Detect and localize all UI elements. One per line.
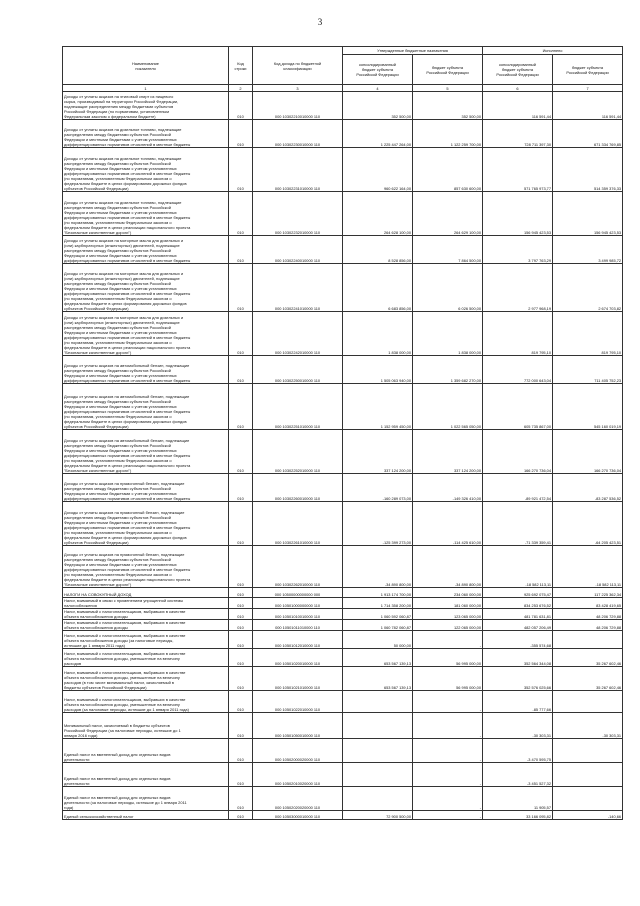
row-executed-consolidated: 728 711 397,30 bbox=[483, 120, 553, 148]
page-number: 3 bbox=[317, 17, 323, 27]
row-income-code: 000 10302260010000 110 bbox=[253, 474, 343, 502]
row-executed-consolidated: 352 564 344,08 bbox=[483, 649, 553, 667]
row-approved-subject: - bbox=[413, 811, 483, 820]
row-income-code: 000 10500000000000 000 bbox=[253, 588, 343, 598]
row-income-code: 000 10302250010000 110 bbox=[253, 356, 343, 384]
row-income-code: 000 10302232010000 110 bbox=[253, 192, 343, 236]
row-line-code: 010 bbox=[229, 120, 253, 148]
row-approved-consolidated: 1 152 959 450,00 bbox=[343, 384, 413, 430]
row-line-code: 010 bbox=[229, 713, 253, 739]
row-income-code: 000 10501012010000 110 bbox=[253, 631, 343, 649]
row-income-code: 000 10502020020000 110 bbox=[253, 787, 343, 811]
row-income-code: 000 10302230010000 110 bbox=[253, 120, 343, 148]
row-income-code: 000 10302261010000 110 bbox=[253, 502, 343, 546]
row-approved-subject: -149 326 410,00 bbox=[413, 474, 483, 502]
column-number: 6 bbox=[483, 85, 553, 92]
table-row bbox=[63, 356, 623, 384]
row-income-code: 000 10302241010000 110 bbox=[253, 264, 343, 312]
row-approved-subject: 264 629 100,00 bbox=[413, 192, 483, 236]
row-executed-consolidated: -89 921 472,54 bbox=[483, 474, 553, 502]
row-executed-consolidated: -355 574,68 bbox=[483, 631, 553, 649]
table-row bbox=[63, 588, 623, 598]
row-line-code: 010 bbox=[229, 620, 253, 631]
row-executed-consolidated: 33 166 095,82 bbox=[483, 811, 553, 820]
row-indicator-name: Единый налог на вмененный доход для отдельных видов деятельности (за налоговые периоды, истекшие до 1 января 2011 года) bbox=[63, 787, 229, 811]
header-income-code: Код дохода по бюджетной классификации bbox=[253, 47, 343, 85]
row-approved-consolidated: -34 890 800,00 bbox=[343, 546, 413, 588]
row-executed-subject: 514 359 376,33 bbox=[553, 148, 623, 192]
header-line-code: Код строки bbox=[229, 47, 253, 85]
row-approved-consolidated: 8 528 856,00 bbox=[343, 236, 413, 264]
row-approved-consolidated: -125 399 273,00 bbox=[343, 502, 413, 546]
row-line-code: 010 bbox=[229, 691, 253, 713]
row-line-code: 010 bbox=[229, 148, 253, 192]
row-executed-subject: 48 206 729,88 bbox=[553, 620, 623, 631]
row-indicator-name: Доходы от уплаты акцизов на автомобильный бензин, подлежащие распределению между бюджетами субъектов Российской Федерации и местными бюджетами с учетом установленных дифференцированных нормативов отчислений в местные бюджеты bbox=[63, 356, 229, 384]
table-row bbox=[63, 546, 623, 588]
row-indicator-name: Доходы от уплаты акцизов на прямогонный бензин, подлежащие распределению между бюджетами субъектов Российской Федерации и местными бюджетами с учетом установленных дифференцированных нормативов отчислений в местные бюджеты (по нормативам, установленным Федеральным законом о федеральном бюджете в целях реализации национального проекта "Безопасные качественные дороги") bbox=[63, 546, 229, 588]
row-approved-consolidated bbox=[343, 787, 413, 811]
row-line-code: 010 bbox=[229, 264, 253, 312]
row-executed-subject: 545 160 019,19 bbox=[553, 384, 623, 430]
table-row bbox=[63, 120, 623, 148]
row-indicator-name: Доходы от уплаты акцизов на дизельное топливо, подлежащие распределению между бюджетами субъектов Российской Федерации и местными бюджетами с учетом установленных дифференцированных нормативов отчислений в местные бюджеты (по нормативам, установленным Федеральным законом о федеральном бюджете в целях формирования дорожных фондов субъектов Российской Федерации) bbox=[63, 148, 229, 192]
row-approved-consolidated: 352 500,00 bbox=[343, 92, 413, 120]
row-indicator-name: Доходы от уплаты акцизов на автомобильный бензин, подлежащие распределению между бюджетами субъектов Российской Федерации и местными бюджетами с учетом установленных дифференцированных нормативов отчислений в местные бюджеты (по нормативам, установленным Федеральным законом о федеральном бюджете в целях формирования дорожных фондов субъектов Российской Федерации) bbox=[63, 384, 229, 430]
row-executed-consolidated: 482 057 206,49 bbox=[483, 620, 553, 631]
row-line-code: 010 bbox=[229, 609, 253, 620]
table-row bbox=[63, 691, 623, 713]
row-executed-subject bbox=[553, 763, 623, 787]
row-indicator-name: Налог, взимаемый с налогоплательщиков, выбравших в качестве объекта налогообложения доходы, уменьшенные на величину расходов bbox=[63, 649, 229, 667]
row-approved-subject: 7 864 500,00 bbox=[413, 236, 483, 264]
row-indicator-name: Налог, взимаемый с налогоплательщиков, выбравших в качестве объекта налогообложения доходы (за налоговые периоды, истекшие до 1 января 2011 года) bbox=[63, 631, 229, 649]
row-income-code: 000 10502010020000 110 bbox=[253, 763, 343, 787]
header-approved-subject: бюджет субъекта Российской Федерации bbox=[413, 55, 483, 85]
row-income-code: 000 10501010010000 110 bbox=[253, 609, 343, 620]
row-approved-consolidated: 1 225 447 264,00 bbox=[343, 120, 413, 148]
row-approved-subject: 337 124 200,00 bbox=[413, 430, 483, 474]
row-approved-consolidated: 1 505 063 940,00 bbox=[343, 356, 413, 384]
row-executed-subject: 166 270 736,04 bbox=[553, 430, 623, 474]
row-approved-consolidated: 1 714 358 200,00 bbox=[343, 598, 413, 609]
row-indicator-name: Доходы от уплаты акцизов на прямогонный бензин, подлежащие распределению между бюджетами субъектов Российской Федерации и местными бюджетами с учетом установленных дифференцированных нормативов отчислений в местные бюджеты (по нормативам, установленным Федеральным законом о федеральном бюджете в целях формирования дорожных фондов субъектов Российской Федерации) bbox=[63, 502, 229, 546]
row-executed-consolidated: 352 576 025,66 bbox=[483, 667, 553, 691]
row-indicator-name: Налог, взимаемый с налогоплательщиков, выбравших в качестве объекта налогообложения доходы bbox=[63, 620, 229, 631]
row-income-code: 000 10302240010000 110 bbox=[253, 236, 343, 264]
row-line-code: 010 bbox=[229, 312, 253, 356]
row-executed-subject: 3 499 985,72 bbox=[553, 236, 623, 264]
row-indicator-name: Налог, взимаемый с налогоплательщиков, выбравших в качестве объекта налогообложения доходы, уменьшенные на величину расходов (в том числе минимальный налог, зачисляемый в бюджеты субъектов Российской Федерации) bbox=[63, 667, 229, 691]
row-executed-subject: -18 582 113,11 bbox=[553, 546, 623, 588]
row-executed-subject: 711 405 752,23 bbox=[553, 356, 623, 384]
table-row bbox=[63, 787, 623, 811]
table-row bbox=[63, 148, 623, 192]
row-income-code: 000 10501000000000 110 bbox=[253, 598, 343, 609]
row-approved-subject: 122 065 000,00 bbox=[413, 620, 483, 631]
row-approved-subject: -34 890 800,00 bbox=[413, 546, 483, 588]
row-approved-consolidated: 1 060 782 060,87 bbox=[343, 620, 413, 631]
column-number: 4 bbox=[343, 85, 413, 92]
table-row bbox=[63, 739, 623, 763]
column-number-row bbox=[63, 85, 623, 92]
row-line-code: 010 bbox=[229, 192, 253, 236]
row-line-code: 010 bbox=[229, 546, 253, 588]
row-executed-consolidated: 481 781 631,81 bbox=[483, 609, 553, 620]
row-income-code: 000 10501011010000 110 bbox=[253, 620, 343, 631]
row-indicator-name: Доходы от уплаты акцизов на автомобильный бензин, подлежащие распределению между бюджетами субъектов Российской Федерации и местными бюджетами с учетом установленных дифференцированных нормативов отчислений в местные бюджеты (по нормативам, установленным Федеральным законом о федеральном бюджете в целях реализации национального проекта "Безопасные качественные дороги") bbox=[63, 430, 229, 474]
row-income-code: 000 10302251010000 110 bbox=[253, 384, 343, 430]
row-executed-subject: 156 945 423,53 bbox=[553, 192, 623, 236]
row-approved-subject: 56 995 000,00 bbox=[413, 667, 483, 691]
column-number: 1 bbox=[63, 85, 229, 92]
row-approved-consolidated: 264 628 100,00 bbox=[343, 192, 413, 236]
row-approved-consolidated: 653 567 139,13 bbox=[343, 667, 413, 691]
row-approved-subject: - bbox=[413, 691, 483, 713]
row-executed-consolidated: 819 795,10 bbox=[483, 312, 553, 356]
row-indicator-name: Доходы от уплаты акцизов на моторные масла для дизельных и (или) карбюраторных (инжекторных) двигателей, подлежащие распределению между бюджетами субъектов Российской Федерации и местными бюджетами с учетом установленных дифференцированных нормативов отчислений в местные бюджеты bbox=[63, 236, 229, 264]
row-executed-consolidated: 925 692 075,47 bbox=[483, 588, 553, 598]
row-approved-consolidated bbox=[343, 739, 413, 763]
row-indicator-name: Доходы от уплаты акцизов на моторные масла для дизельных и (или) карбюраторных (инжекторных) двигателей, подлежащие распределению между бюджетами субъектов Российской Федерации и местными бюджетами с учетом установленных дифференцированных нормативов отчислений в местные бюджеты (по нормативам, установленным Федеральным законом о федеральном бюджете в целях реализации национального проекта "Безопасные качественные дороги") bbox=[63, 312, 229, 356]
header-approved-consolidated: консолидированный бюджет субъекта Российской Федерации bbox=[343, 55, 413, 85]
row-approved-subject: 1 838 000,00 bbox=[413, 312, 483, 356]
table-row bbox=[63, 474, 623, 502]
row-approved-subject: 857 630 600,00 bbox=[413, 148, 483, 192]
row-executed-subject: 116 591,44 bbox=[553, 92, 623, 120]
header-executed-group: Исполнено bbox=[483, 47, 623, 55]
row-approved-consolidated: 653 567 139,13 bbox=[343, 649, 413, 667]
row-executed-subject: -140,66 bbox=[553, 811, 623, 820]
table-row bbox=[63, 598, 623, 609]
row-income-code: 000 10501021010000 110 bbox=[253, 667, 343, 691]
row-income-code: 000 10501022010000 110 bbox=[253, 691, 343, 713]
row-approved-subject: 123 065 000,00 bbox=[413, 609, 483, 620]
table-row bbox=[63, 264, 623, 312]
row-approved-consolidated: 960 622 164,00 bbox=[343, 148, 413, 192]
row-executed-subject: -30 303,31 bbox=[553, 713, 623, 739]
row-indicator-name: Минимальный налог, зачисляемый в бюджеты субъектов Российской Федерации (за налоговые периоды, истекшие до 1 января 2016 года) bbox=[63, 713, 229, 739]
row-executed-subject bbox=[553, 739, 623, 763]
table-row bbox=[63, 384, 623, 430]
column-number: 5 bbox=[413, 85, 483, 92]
row-income-code: 000 10302231010000 110 bbox=[253, 148, 343, 192]
row-executed-subject bbox=[553, 691, 623, 713]
row-approved-consolidated: -160 289 073,00 bbox=[343, 474, 413, 502]
table-row bbox=[63, 811, 623, 820]
row-line-code: 010 bbox=[229, 811, 253, 820]
row-approved-subject: - bbox=[413, 763, 483, 787]
row-line-code: 010 bbox=[229, 739, 253, 763]
row-executed-consolidated: 834 253 676,52 bbox=[483, 598, 553, 609]
row-line-code: 010 bbox=[229, 787, 253, 811]
table-row bbox=[63, 430, 623, 474]
row-approved-subject: 6 026 500,00 bbox=[413, 264, 483, 312]
row-executed-consolidated: -3 451 527,32 bbox=[483, 763, 553, 787]
table-row bbox=[63, 236, 623, 264]
column-number: 7 bbox=[553, 85, 623, 92]
row-approved-consolidated bbox=[343, 763, 413, 787]
header-executed-subject: бюджет субъекта Российской Федерации bbox=[553, 55, 623, 85]
row-executed-consolidated: 3 797 763,29 bbox=[483, 236, 553, 264]
row-executed-consolidated: -71 339 359,41 bbox=[483, 502, 553, 546]
row-approved-subject: - bbox=[413, 713, 483, 739]
table-body bbox=[63, 92, 623, 820]
row-executed-subject bbox=[553, 787, 623, 811]
row-income-code: 000 10302210010000 110 bbox=[253, 92, 343, 120]
row-line-code: 010 bbox=[229, 649, 253, 667]
row-approved-subject: -114 425 610,00 bbox=[413, 502, 483, 546]
table-row bbox=[63, 192, 623, 236]
row-line-code: 010 bbox=[229, 474, 253, 502]
row-executed-consolidated: -30 303,31 bbox=[483, 713, 553, 739]
row-approved-subject: 234 060 000,00 bbox=[413, 588, 483, 598]
row-approved-consolidated bbox=[343, 691, 413, 713]
row-approved-consolidated: 6 683 856,00 bbox=[343, 264, 413, 312]
row-executed-subject bbox=[553, 631, 623, 649]
row-approved-consolidated: 337 124 200,00 bbox=[343, 430, 413, 474]
row-approved-subject: 1 359 682 270,00 bbox=[413, 356, 483, 384]
table-row bbox=[63, 631, 623, 649]
row-line-code: 010 bbox=[229, 430, 253, 474]
row-executed-subject: 35 267 602,46 bbox=[553, 667, 623, 691]
row-approved-subject: - bbox=[413, 739, 483, 763]
row-income-code: 000 10502000020000 110 bbox=[253, 739, 343, 763]
row-indicator-name: Налог, взимаемый в связи с применением упрощенной системы налогообложения bbox=[63, 598, 229, 609]
row-approved-consolidated: 1 060 592 060,87 bbox=[343, 609, 413, 620]
row-indicator-name: Доходы от уплаты акцизов на дизельное топливо, подлежащие распределению между бюджетами субъектов Российской Федерации и местными бюджетами с учетом установленных дифференцированных нормативов отчислений в местные бюджеты bbox=[63, 120, 229, 148]
row-indicator-name: Налог, взимаемый с налогоплательщиков, выбравших в качестве объекта налогообложения доходы bbox=[63, 609, 229, 620]
row-line-code: 010 bbox=[229, 763, 253, 787]
header-indicator-name: Наименование показателя bbox=[63, 47, 229, 85]
row-approved-subject: 181 060 000,00 bbox=[413, 598, 483, 609]
table-row bbox=[63, 312, 623, 356]
row-income-code: 000 10302262010000 110 bbox=[253, 546, 343, 588]
table-row bbox=[63, 763, 623, 787]
table-row bbox=[63, 713, 623, 739]
row-approved-consolidated: 72 900 500,00 bbox=[343, 811, 413, 820]
row-indicator-name: Доходы от уплаты акцизов на прямогонный бензин, подлежащие распределению между бюджетами субъектов Российской Федерации и местными бюджетами с учетом установленных дифференцированных нормативов отчислений в местные бюджеты bbox=[63, 474, 229, 502]
row-line-code: 010 bbox=[229, 356, 253, 384]
row-executed-consolidated: 156 945 423,53 bbox=[483, 192, 553, 236]
row-indicator-name: Единый сельскохозяйственный налог bbox=[63, 811, 229, 820]
budget-execution-table bbox=[62, 46, 623, 820]
row-indicator-name: НАЛОГИ НА СОВОКУПНЫЙ ДОХОД bbox=[63, 588, 229, 598]
row-approved-subject: 1 122 259 700,00 bbox=[413, 120, 483, 148]
row-executed-consolidated: -18 582 113,11 bbox=[483, 546, 553, 588]
row-approved-consolidated: 1 913 174 700,00 bbox=[343, 588, 413, 598]
row-executed-subject: 2 674 703,82 bbox=[553, 264, 623, 312]
row-indicator-name: Налог, взимаемый с налогоплательщиков, выбравших в качестве объекта налогообложения доходы, уменьшенные на величину расходов (за налоговые периоды, истекшие до 1 января 2011 года) bbox=[63, 691, 229, 713]
row-line-code: 010 bbox=[229, 631, 253, 649]
row-executed-consolidated: 166 270 736,04 bbox=[483, 430, 553, 474]
row-income-code: 000 10501020010000 110 bbox=[253, 649, 343, 667]
row-executed-consolidated: 772 000 643,04 bbox=[483, 356, 553, 384]
column-number: 2 bbox=[229, 85, 253, 92]
header-executed-consolidated: консолидированный бюджет субъекта Российской Федерации bbox=[483, 55, 553, 85]
row-executed-subject: 671 334 769,85 bbox=[553, 120, 623, 148]
row-indicator-name: Единый налог на вмененный доход для отдельных видов деятельности bbox=[63, 739, 229, 763]
row-line-code: 010 bbox=[229, 384, 253, 430]
table-row bbox=[63, 502, 623, 546]
row-income-code: 000 10302242010000 110 bbox=[253, 312, 343, 356]
row-approved-consolidated: 50 000,00 bbox=[343, 631, 413, 649]
row-executed-consolidated: 571 765 973,77 bbox=[483, 148, 553, 192]
row-indicator-name: Единый налог на вмененный доход для отдельных видов деятельности bbox=[63, 763, 229, 787]
header-approved-group: Утвержденные бюджетные назначения bbox=[343, 47, 483, 55]
row-approved-subject: 352 500,00 bbox=[413, 92, 483, 120]
row-line-code: 010 bbox=[229, 598, 253, 609]
table-row bbox=[63, 649, 623, 667]
table-row bbox=[63, 620, 623, 631]
row-executed-consolidated: 2 977 968,19 bbox=[483, 264, 553, 312]
row-executed-consolidated: 605 735 867,00 bbox=[483, 384, 553, 430]
column-number: 3 bbox=[253, 85, 343, 92]
table-row bbox=[63, 609, 623, 620]
row-executed-subject: 83 428 419,65 bbox=[553, 598, 623, 609]
row-executed-subject: 819 795,10 bbox=[553, 312, 623, 356]
row-line-code: 010 bbox=[229, 236, 253, 264]
row-indicator-name: Доходы от уплаты акцизов на моторные масла для дизельных и (или) карбюраторных (инжекторных) двигателей, подлежащие распределению между бюджетами субъектов Российской Федерации и местными бюджетами с учетом установленных дифференцированных нормативов отчислений в местные бюджеты (по нормативам, установленным Федеральным законом о федеральном бюджете в целях формирования дорожных фондов субъектов Российской Федерации) bbox=[63, 264, 229, 312]
row-income-code: 000 10501050010000 110 bbox=[253, 713, 343, 739]
row-indicator-name: Доходы от уплаты акцизов на дизельное топливо, подлежащие распределению между бюджетами субъектов Российской Федерации и местными бюджетами с учетом установленных дифференцированных нормативов отчислений в местные бюджеты (по нормативам, установленным Федеральным законом о федеральном бюджете в целях реализации национального проекта "Безопасные качественные дороги") bbox=[63, 192, 229, 236]
row-approved-subject: - bbox=[413, 631, 483, 649]
row-executed-subject: -64 205 423,51 bbox=[553, 502, 623, 546]
row-executed-subject: 35 267 602,46 bbox=[553, 649, 623, 667]
table-row bbox=[63, 667, 623, 691]
row-approved-subject: 1 022 565 050,00 bbox=[413, 384, 483, 430]
row-income-code: 000 10503000010000 110 bbox=[253, 811, 343, 820]
row-executed-consolidated: 11 905,57 bbox=[483, 787, 553, 811]
row-executed-consolidated: -85 777,66 bbox=[483, 691, 553, 713]
row-approved-consolidated bbox=[343, 713, 413, 739]
row-executed-consolidated: -3 470 595,75 bbox=[483, 739, 553, 763]
row-line-code: 010 bbox=[229, 502, 253, 546]
row-line-code: 010 bbox=[229, 92, 253, 120]
row-executed-subject: -83 287 536,52 bbox=[553, 474, 623, 502]
row-executed-subject: 48 206 729,88 bbox=[553, 609, 623, 620]
row-indicator-name: Доходы от уплаты акцизов на этиловый спирт из пищевого сырья, производимый на территории Российской Федерации, подлежащие распределению между бюджетами субъектов Российской Федерации (по нормативам, установленным Федеральным законом о федеральном бюджете) bbox=[63, 92, 229, 120]
table-row bbox=[63, 92, 623, 120]
row-approved-consolidated: 1 838 000,00 bbox=[343, 312, 413, 356]
row-line-code: 010 bbox=[229, 588, 253, 598]
row-income-code: 000 10302252010000 110 bbox=[253, 430, 343, 474]
row-executed-subject: 117 225 362,34 bbox=[553, 588, 623, 598]
row-executed-consolidated: 116 591,44 bbox=[483, 92, 553, 120]
row-approved-subject: - bbox=[413, 787, 483, 811]
row-approved-subject: 56 995 000,00 bbox=[413, 649, 483, 667]
row-line-code: 010 bbox=[229, 667, 253, 691]
